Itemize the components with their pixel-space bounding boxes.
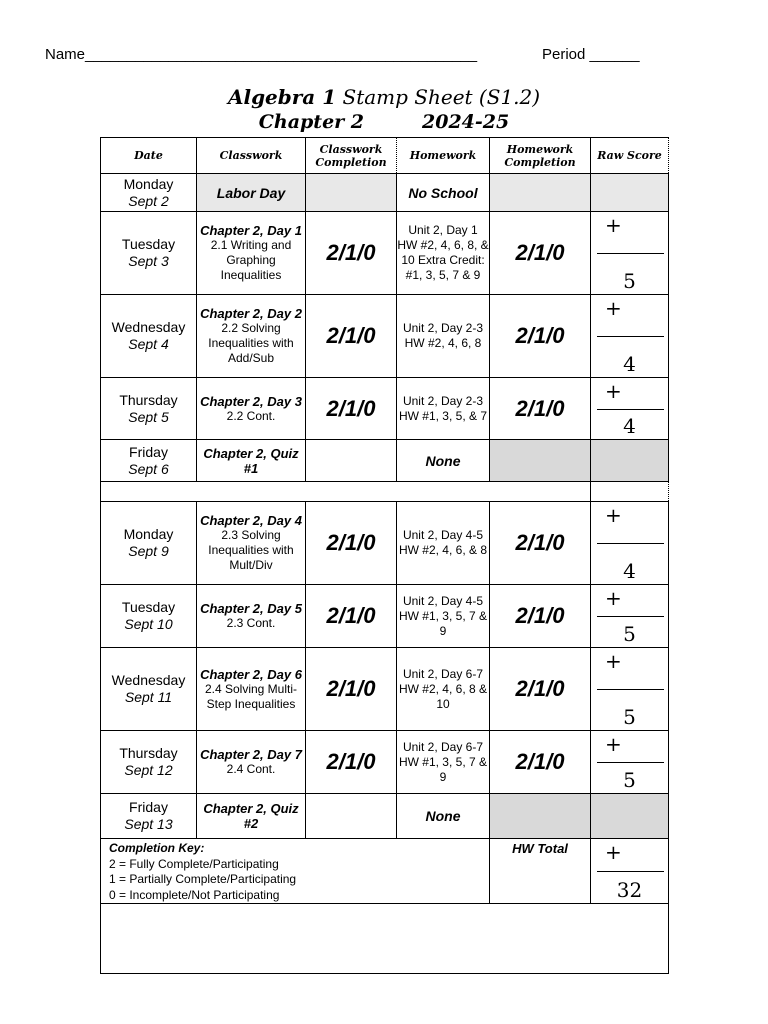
raw-score-cell bbox=[591, 502, 669, 585]
day-name: Thursday bbox=[119, 391, 178, 408]
day-name: Tuesday bbox=[121, 236, 176, 252]
classwork-title: Chapter 2, Day 5 bbox=[200, 601, 302, 616]
raw-score-cell bbox=[591, 295, 669, 378]
homework-cell: Unit 2, Day 2-3 HW #1, 3, 5, & 7 bbox=[397, 378, 490, 440]
day-date: Sept 5 bbox=[128, 408, 169, 425]
classwork-completion-cell bbox=[306, 794, 397, 839]
raw-score-plus: + bbox=[605, 213, 622, 237]
classwork-cell bbox=[197, 295, 306, 378]
day-date: Sept 9 bbox=[128, 543, 169, 559]
day-name: Wednesday bbox=[111, 672, 186, 688]
homework-completion-cell: 2/1/0 bbox=[490, 585, 591, 648]
classwork-description: 2.3 Cont. bbox=[226, 616, 276, 630]
table-row bbox=[101, 794, 669, 839]
hw-total-plus: + bbox=[605, 840, 622, 864]
day-name: Monday bbox=[123, 175, 174, 192]
table-row bbox=[101, 585, 669, 648]
raw-score-cell bbox=[591, 794, 669, 839]
homework-completion-cell: 2/1/0 bbox=[490, 648, 591, 731]
hw-total-label: HW Total bbox=[490, 839, 591, 904]
course-name: Algebra 1 bbox=[227, 85, 337, 109]
classwork-completion-cell bbox=[306, 174, 397, 212]
completion-key-1: 1 = Partially Complete/Participating bbox=[109, 872, 297, 886]
homework-completion-cell bbox=[490, 440, 591, 482]
date-cell bbox=[101, 502, 197, 585]
week-separator-row bbox=[101, 482, 669, 502]
col-header-classwork: Classwork bbox=[197, 138, 306, 174]
raw-score-plus: + bbox=[605, 296, 622, 320]
completion-key bbox=[101, 839, 490, 904]
classwork-cell: Labor Day bbox=[197, 174, 306, 212]
date-cell bbox=[101, 731, 197, 794]
classwork-title: Chapter 2, Quiz #1 bbox=[203, 445, 299, 476]
day-name: Friday bbox=[129, 799, 168, 815]
classwork-completion-cell: 2/1/0 bbox=[306, 502, 397, 585]
raw-score-max: 5 bbox=[623, 768, 636, 792]
homework-completion-cell: 2/1/0 bbox=[490, 731, 591, 794]
fraction-line bbox=[597, 409, 664, 410]
classwork-completion-cell: 2/1/0 bbox=[306, 295, 397, 378]
date-cell bbox=[101, 794, 197, 839]
classwork-description: 2.4 Solving Multi-Step Inequalities bbox=[204, 681, 298, 711]
name-field-label: Name_______________________________________________ bbox=[45, 46, 478, 63]
day-name: Thursday bbox=[119, 745, 178, 761]
date-cell bbox=[101, 440, 197, 482]
school-year: 2024-25 bbox=[422, 111, 510, 133]
classwork-title: Chapter 2, Day 3 bbox=[200, 393, 302, 409]
homework-completion-cell: 2/1/0 bbox=[490, 295, 591, 378]
day-date: Sept 12 bbox=[124, 762, 173, 778]
day-name: Wednesday bbox=[111, 319, 186, 335]
day-name: Friday bbox=[129, 443, 168, 460]
homework-cell: None bbox=[397, 440, 490, 482]
fraction-line bbox=[597, 543, 664, 544]
classwork-completion-cell: 2/1/0 bbox=[306, 731, 397, 794]
stamp-sheet-table bbox=[100, 137, 669, 974]
raw-score-cell bbox=[591, 378, 669, 440]
raw-score-max: 4 bbox=[623, 559, 636, 583]
classwork-completion-cell bbox=[306, 440, 397, 482]
raw-score-max: 4 bbox=[623, 414, 636, 438]
classwork-cell bbox=[197, 731, 306, 794]
homework-completion-cell bbox=[490, 794, 591, 839]
week-separator-score bbox=[591, 482, 669, 502]
table-row bbox=[101, 648, 669, 731]
table-row bbox=[101, 174, 669, 212]
raw-score-max: 5 bbox=[623, 269, 636, 293]
classwork-title: Chapter 2, Day 7 bbox=[200, 747, 302, 762]
homework-cell: Unit 2, Day 2-3 HW #2, 4, 6, 8 bbox=[397, 295, 490, 378]
col-header-date: Date bbox=[101, 138, 197, 174]
classwork-cell bbox=[197, 212, 306, 295]
chapter-label: Chapter 2 bbox=[258, 111, 365, 133]
raw-score-max: 5 bbox=[623, 622, 636, 646]
col-header-classwork-completion: Classwork Completion bbox=[306, 138, 397, 174]
completion-key-0: 0 = Incomplete/Not Participating bbox=[109, 887, 280, 902]
raw-score-cell bbox=[591, 440, 669, 482]
sheet-name: Stamp Sheet (S1.2) bbox=[336, 85, 541, 109]
classwork-cell bbox=[197, 440, 306, 482]
sheet-title bbox=[0, 85, 768, 109]
fraction-line bbox=[597, 689, 664, 690]
completion-key-title: Completion Key: bbox=[109, 841, 205, 855]
table-row bbox=[101, 440, 669, 482]
day-name: Monday bbox=[123, 526, 174, 542]
homework-cell: No School bbox=[397, 174, 490, 212]
classwork-title: Chapter 2, Day 1 bbox=[200, 223, 302, 238]
homework-completion-cell: 2/1/0 bbox=[490, 212, 591, 295]
week-separator bbox=[101, 482, 591, 502]
raw-score-cell bbox=[591, 648, 669, 731]
day-date: Sept 11 bbox=[124, 689, 173, 705]
fraction-line bbox=[597, 762, 664, 763]
homework-cell: None bbox=[397, 794, 490, 839]
raw-score-cell bbox=[591, 731, 669, 794]
date-cell bbox=[101, 212, 197, 295]
sheet-subtitle bbox=[0, 111, 768, 133]
table-row bbox=[101, 502, 669, 585]
raw-score-cell bbox=[591, 174, 669, 212]
raw-score-max: 4 bbox=[623, 352, 636, 376]
table-row bbox=[101, 212, 669, 295]
table-row bbox=[101, 731, 669, 794]
raw-score-cell bbox=[591, 585, 669, 648]
homework-completion-cell: 2/1/0 bbox=[490, 378, 591, 440]
classwork-title: Chapter 2, Day 4 bbox=[200, 513, 302, 528]
day-date: Sept 6 bbox=[128, 460, 169, 477]
homework-completion-cell bbox=[490, 174, 591, 212]
classwork-cell bbox=[197, 378, 306, 440]
homework-cell: Unit 2, Day 4-5 HW #1, 3, 5, 7 & 9 bbox=[397, 585, 490, 648]
date-cell bbox=[101, 378, 197, 440]
raw-score-plus: + bbox=[605, 379, 622, 403]
classwork-description: 2.2 Cont. bbox=[226, 408, 276, 423]
table-row bbox=[101, 378, 669, 440]
day-date: Sept 2 bbox=[128, 192, 169, 209]
classwork-title: Chapter 2, Day 6 bbox=[200, 666, 302, 682]
classwork-completion-cell: 2/1/0 bbox=[306, 648, 397, 731]
fraction-line bbox=[597, 336, 664, 337]
hw-total-max: 32 bbox=[616, 878, 643, 902]
raw-score-plus: + bbox=[605, 732, 622, 756]
fraction-line bbox=[597, 253, 664, 254]
homework-cell: Unit 2, Day 6-7 HW #1, 3, 5, 7 & 9 bbox=[397, 731, 490, 794]
hw-total-cell bbox=[591, 839, 669, 904]
classwork-description: 2.1 Writing and Graphing Inequalities bbox=[210, 238, 292, 282]
homework-cell: Unit 2, Day 4-5 HW #2, 4, 6, & 8 bbox=[397, 502, 490, 585]
day-date: Sept 13 bbox=[124, 816, 173, 832]
table-row bbox=[101, 295, 669, 378]
classwork-title: Chapter 2, Day 2 bbox=[200, 306, 302, 321]
raw-score-max: 5 bbox=[623, 705, 636, 729]
col-header-homework: Homework bbox=[397, 138, 490, 174]
homework-cell: Unit 2, Day 1 HW #2, 4, 6, 8, & 10 Extra Credit: #1, 3, 5, 7 & 9 bbox=[397, 212, 490, 295]
col-header-raw-score: Raw Score bbox=[591, 138, 669, 174]
raw-score-plus: + bbox=[605, 649, 622, 673]
classwork-completion-cell: 2/1/0 bbox=[306, 585, 397, 648]
period-field-label: Period ______ bbox=[542, 46, 640, 63]
date-cell bbox=[101, 648, 197, 731]
classwork-cell bbox=[197, 794, 306, 839]
completion-key-2: 2 = Fully Complete/Participating bbox=[109, 856, 279, 871]
raw-score-cell bbox=[591, 212, 669, 295]
classwork-completion-cell: 2/1/0 bbox=[306, 378, 397, 440]
col-header-homework-completion: Homework Completion bbox=[490, 138, 591, 174]
completion-key-row bbox=[101, 839, 669, 904]
fraction-line bbox=[597, 616, 664, 617]
day-date: Sept 3 bbox=[128, 253, 169, 269]
day-date: Sept 10 bbox=[124, 616, 173, 632]
fraction-line bbox=[597, 871, 664, 872]
classwork-cell bbox=[197, 585, 306, 648]
raw-score-plus: + bbox=[605, 586, 622, 610]
date-cell bbox=[101, 295, 197, 378]
raw-score-plus: + bbox=[605, 503, 622, 527]
classwork-completion-cell: 2/1/0 bbox=[306, 212, 397, 295]
classwork-description: 2.2 Solving Inequalities with Add/Sub bbox=[208, 321, 294, 365]
classwork-cell bbox=[197, 648, 306, 731]
date-cell bbox=[101, 174, 197, 212]
day-name: Tuesday bbox=[121, 599, 176, 615]
day-date: Sept 4 bbox=[128, 336, 169, 352]
notes-area bbox=[101, 904, 669, 974]
homework-completion-cell: 2/1/0 bbox=[490, 502, 591, 585]
header-row bbox=[101, 138, 669, 174]
classwork-cell bbox=[197, 502, 306, 585]
classwork-description: 2.4 Cont. bbox=[226, 762, 276, 776]
homework-cell: Unit 2, Day 6-7 HW #2, 4, 6, 8 & 10 bbox=[397, 648, 490, 731]
date-cell bbox=[101, 585, 197, 648]
notes-row bbox=[101, 904, 669, 974]
classwork-description: 2.3 Solving Inequalities with Mult/Div bbox=[208, 528, 294, 572]
classwork-title: Chapter 2, Quiz #2 bbox=[203, 801, 299, 831]
